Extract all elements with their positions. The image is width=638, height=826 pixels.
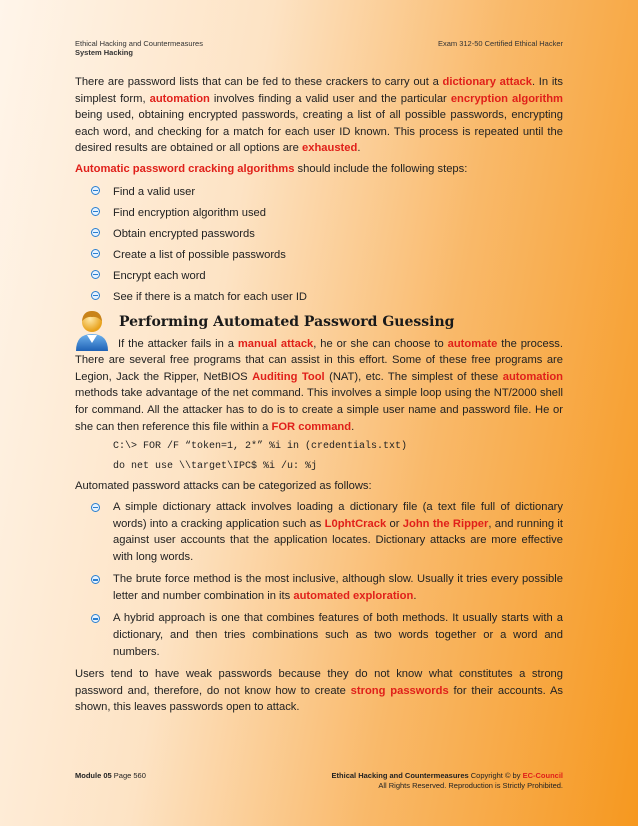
bullet-icon xyxy=(91,228,100,237)
list-item: Find encryption algorithm used xyxy=(83,203,563,224)
text-run: for their accounts. As shown, this leaves passwords open to attack. xyxy=(75,684,564,714)
text-run: There are password lists that can be fed to these crackers to carry out a xyxy=(75,76,443,88)
highlighted-term: automation xyxy=(149,92,210,105)
text-run: . In its simplest form, xyxy=(75,76,564,105)
text-run: The brute force method is the most inclusive, although slow. Usually it tries every possible letter and number combination in its xyxy=(113,573,563,602)
highlighted-term: FOR command xyxy=(271,420,352,433)
list-item xyxy=(83,571,563,604)
list-item xyxy=(83,499,563,565)
list-item: Find a valid user xyxy=(83,182,563,203)
highlighted-term: automated exploration xyxy=(293,589,414,602)
bullet-icon xyxy=(91,503,100,512)
header-exam: Exam 312-50 Certified Ethical Hacker xyxy=(437,39,563,48)
footer-page: Page 560 xyxy=(113,771,146,780)
section-heading xyxy=(75,312,563,336)
bullet-icon xyxy=(91,207,100,216)
bullet-icon xyxy=(91,614,100,623)
text-run: methods take advantage of the net command. This involves a simple loop using the NT/2000 shell for command. All the attacker has to do is to create a simple user name and password file. He or she can then reference this file within a xyxy=(75,387,563,433)
text-run: . xyxy=(413,589,417,602)
bullet-icon xyxy=(91,270,100,279)
highlighted-term: John the Ripper xyxy=(402,517,489,530)
section-paragraph-1 xyxy=(75,336,563,436)
text-run: being used, obtaining encrypted passwords, creating a list of all possible passwords, encrypting each word, and checking for a match for each user ID known. This process is repeated until the desired results are obtained or all options are xyxy=(75,109,563,155)
text-run: A simple dictionary attack involves loading a dictionary file (a text file full of dictionary words) into a cracking application such as xyxy=(113,500,563,530)
section-paragraph-2: Automated password attacks can be categorized as follows: xyxy=(75,480,372,493)
bullet-icon xyxy=(91,186,100,195)
code-line-2: do net use \\target\IPC$ %i /u: %j xyxy=(113,460,318,472)
highlighted-term: exhausted xyxy=(302,142,358,155)
text-run: . xyxy=(351,420,355,433)
main-content xyxy=(75,74,563,720)
section-title: Performing Automated Password Guessing xyxy=(119,313,455,330)
text-run: the process. There are several free programs that can assist in this effort. Some of these free programs are Legion, Jack the Ripper, NetBIOS xyxy=(75,337,563,383)
list-item: Obtain encrypted passwords xyxy=(83,224,563,245)
footer-copyright xyxy=(332,771,563,791)
highlighted-term: Auditing Tool xyxy=(252,370,325,383)
text-run: should include the following steps: xyxy=(294,162,468,175)
list-item: See if there is a match for each user ID xyxy=(83,287,563,308)
header-left xyxy=(75,39,203,57)
footer-brand: EC-Council xyxy=(522,771,563,780)
code-line-1: C:\> FOR /F “token=1, 2*” %i in (credentials.txt) xyxy=(113,441,408,453)
steps-list xyxy=(75,182,563,308)
highlighted-term: L0phtCrack xyxy=(324,517,387,530)
user-avatar-icon xyxy=(73,307,111,353)
list-item: Create a list of possible passwords xyxy=(83,245,563,266)
closing-paragraph xyxy=(75,666,563,716)
text-run: or xyxy=(386,517,403,530)
highlighted-term: dictionary attack xyxy=(442,76,532,88)
intro-paragraph-2 xyxy=(75,161,563,178)
intro-paragraph-1 xyxy=(75,74,563,157)
highlighted-term: automate xyxy=(447,337,498,350)
categories-list xyxy=(75,499,563,660)
list-item xyxy=(83,610,563,660)
text-run: involves finding a valid user and the particular xyxy=(209,92,451,105)
footer-copyright-text: Copyright © by xyxy=(470,771,521,780)
text-run: If the attacker fails in a xyxy=(118,337,238,350)
highlighted-term: automation xyxy=(502,370,564,383)
bullet-icon xyxy=(91,291,100,300)
footer-rights: All Rights Reserved. Reproduction is Strictly Prohibited. xyxy=(378,781,563,790)
highlighted-term: strong passwords xyxy=(350,684,449,697)
text-run: Users tend to have weak passwords because they do not know what constitutes a strong password and, therefore, do not know how to create xyxy=(75,668,563,697)
text-run: A hybrid approach is one that combines features of both methods. It usually starts with a dictionary, and then tries combinations such as two words together or a word and numbers. xyxy=(113,612,563,658)
highlighted-term: manual attack xyxy=(237,337,314,350)
text-run: , and running it against user accounts that the application locates. Dictionary attacks are more effective with long words. xyxy=(113,517,564,563)
text-run: , he or she can choose to xyxy=(313,337,448,350)
highlighted-term: encryption algorithm xyxy=(450,92,564,105)
list-item: Encrypt each word xyxy=(83,266,563,287)
footer-page-info xyxy=(75,771,146,780)
header-chapter: System Hacking xyxy=(75,48,133,57)
text-run: . xyxy=(357,142,361,155)
bullet-icon xyxy=(91,249,100,258)
footer-module: Module 05 xyxy=(75,771,112,780)
header-course: Ethical Hacking and Countermeasures xyxy=(75,39,203,48)
highlighted-term: Automatic password cracking algorithms xyxy=(75,162,295,175)
text-run: (NAT), etc. The simplest of these xyxy=(324,370,503,383)
footer-title: Ethical Hacking and Countermeasures xyxy=(331,771,469,780)
bullet-icon xyxy=(91,575,100,584)
